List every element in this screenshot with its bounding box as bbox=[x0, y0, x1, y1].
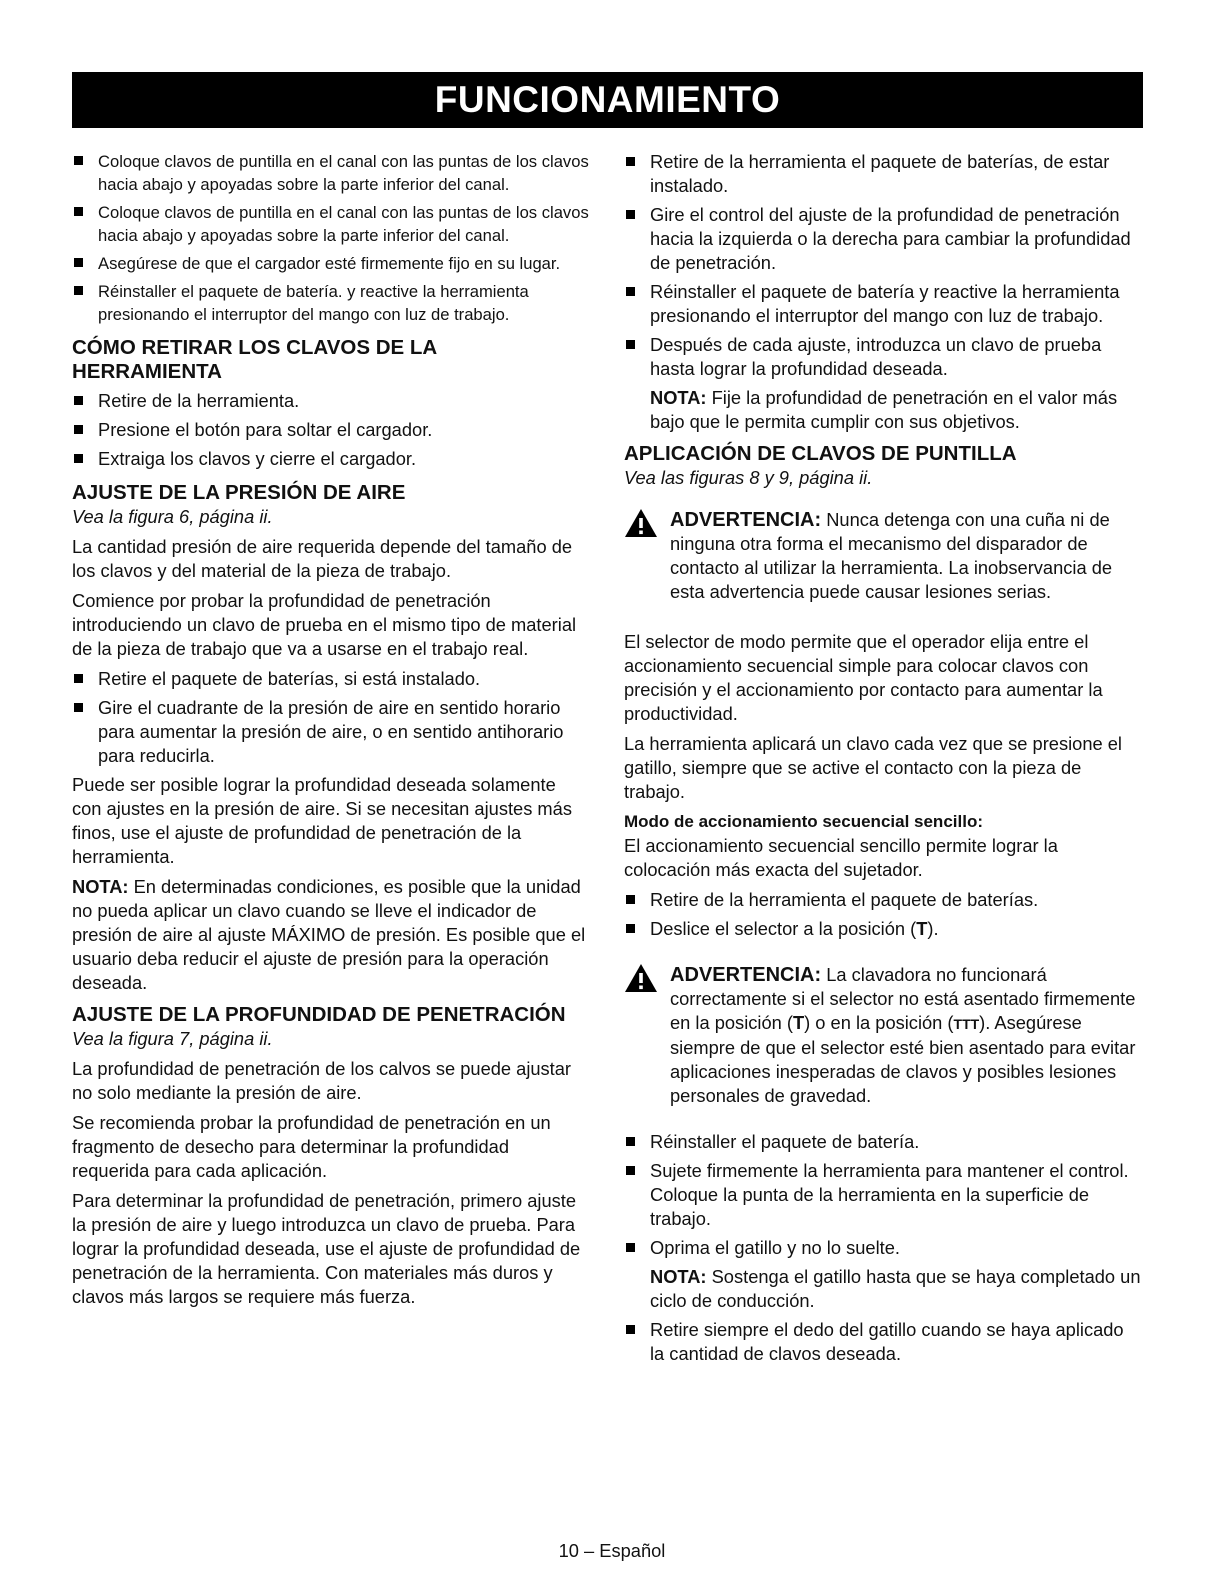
list-item: Retire el paquete de baterías, si está instalado. bbox=[72, 667, 590, 691]
warning-triangle-icon bbox=[624, 963, 658, 993]
paragraph: La profundidad de penetración de los calvos se puede ajustar no solo mediante la presión de aire. bbox=[72, 1058, 572, 1103]
warning-block bbox=[624, 508, 1142, 604]
mode-subheading: Modo de accionamiento secuencial sencillo: bbox=[624, 812, 983, 831]
warning-body: ). Asegúrese siempre de que el selector esté bien asentado para evitar aplicaciones inesperadas de clavos y posibles lesiones personales de gravedad. bbox=[670, 1012, 1136, 1106]
depth-bullet-list bbox=[624, 150, 1142, 381]
list-item: Réinstaller el paquete de batería y reactive la herramienta presionando el interruptor del mango con luz de trabajo. bbox=[624, 280, 1142, 328]
list-item: Extraiga los clavos y cierre el cargador. bbox=[72, 447, 590, 471]
warning-label: ADVERTENCIA: bbox=[670, 964, 822, 986]
note-text: Fije la profundidad de penetración en el valor más bajo que le permita cumplir con sus objetivos. bbox=[650, 387, 1118, 432]
selector-symbol-single: T bbox=[916, 918, 928, 939]
list-item: Gire el cuadrante de la presión de aire en sentido horario para aumentar la presión de aire, o en sentido antihorario para reducirla. bbox=[72, 696, 590, 768]
figure-reference: Vea la figura 7, página ii. bbox=[72, 1028, 273, 1049]
note bbox=[72, 875, 590, 995]
list-item-text: Deslice el selector a la posición ( bbox=[650, 918, 917, 939]
right-column bbox=[624, 150, 1142, 1371]
note-label: NOTA: bbox=[72, 876, 129, 897]
paragraph: El selector de modo permite que el operador elija entre el accionamiento secuencial simple para colocar clavos con precisión y el accionamiento por contacto para aumentar la productividad. bbox=[624, 631, 1103, 724]
note bbox=[624, 1265, 1142, 1313]
note-label: NOTA: bbox=[650, 387, 707, 408]
page-footer: 10 – Español bbox=[558, 1540, 666, 1561]
left-column bbox=[72, 150, 590, 1315]
presion-bullet-list bbox=[72, 667, 590, 768]
list-item: Coloque clavos de puntilla en el canal con las puntas de los clavos hacia abajo y apoyadas sobre la parte inferior del canal. bbox=[72, 150, 590, 196]
list-item: Sujete firmemente la herramienta para mantener el control. Coloque la punta de la herramienta en la superficie de trabajo. bbox=[624, 1159, 1142, 1231]
warning-body: Nunca detenga con una cuña ni de ninguna otra forma el mecanismo del disparador de contacto al utilizar la herramienta. La inobservancia de esta advertencia puede causar lesiones serias. bbox=[670, 509, 1113, 602]
list-item: Retire de la herramienta. bbox=[72, 389, 590, 413]
list-item bbox=[624, 917, 1142, 941]
warning-block bbox=[624, 963, 1142, 1108]
heading-aplicacion: APLICACIÓN DE CLAVOS DE PUNTILLA bbox=[624, 442, 1017, 465]
list-item-text: ). bbox=[927, 918, 939, 939]
list-item: Coloque clavos de puntilla en el canal con las puntas de los clavos hacia abajo y apoyadas sobre la parte inferior del canal. bbox=[72, 201, 590, 247]
list-item: Réinstaller el paquete de batería. y reactive la herramienta presionando el interruptor del mango con luz de trabajo. bbox=[72, 280, 590, 326]
note-label: NOTA: bbox=[650, 1266, 707, 1287]
warning-label: ADVERTENCIA: bbox=[670, 509, 822, 531]
list-item: Presione el botón para soltar el cargador. bbox=[72, 418, 590, 442]
note-text: Sostenga el gatillo hasta que se haya completado un ciclo de conducción. bbox=[650, 1266, 1141, 1311]
list-item: Oprima el gatillo y no lo suelte. bbox=[624, 1236, 1142, 1260]
warning-triangle-icon bbox=[624, 508, 658, 538]
retirar-bullet-list bbox=[72, 389, 590, 471]
paragraph: El accionamiento secuencial sencillo permite lograr la colocación más exacta del sujetador. bbox=[624, 835, 1058, 880]
list-item: Retire de la herramienta el paquete de baterías. bbox=[624, 888, 1142, 912]
page-title: FUNCIONAMIENTO bbox=[434, 79, 781, 120]
paragraph: La herramienta aplicará un clavo cada vez que se presione el gatillo, siempre que se active el contacto con la pieza de trabajo. bbox=[624, 733, 1122, 802]
paragraph: Puede ser posible lograr la profundidad deseada solamente con ajustes en la presión de aire. Si se necesitan ajustes más finos, use el ajuste de profundidad de penetración de la herramienta. bbox=[72, 774, 572, 867]
warning-text bbox=[670, 963, 1142, 1108]
selector-symbol-triple: TTT bbox=[953, 1016, 980, 1032]
note bbox=[624, 386, 1142, 434]
list-item: Después de cada ajuste, introduzca un clavo de prueba hasta lograr la profundidad deseada. bbox=[624, 333, 1142, 381]
list-item: Gire el control del ajuste de la profundidad de penetración hacia la izquierda o la derecha para cambiar la profundidad de penetración. bbox=[624, 203, 1142, 275]
mode-bullet-list bbox=[624, 888, 1142, 941]
list-item: Réinstaller el paquete de batería. bbox=[624, 1130, 1142, 1154]
paragraph: Comience por probar la profundidad de penetración introduciendo un clavo de prueba en el mismo tipo de material de la pieza de trabajo que va a usarse en el trabajo real. bbox=[72, 590, 577, 659]
list-item: Retire de la herramienta el paquete de baterías, de estar instalado. bbox=[624, 150, 1142, 198]
paragraph: Se recomienda probar la profundidad de penetración en un fragmento de desecho para determinar la profundidad requerida para cada aplicación. bbox=[72, 1112, 551, 1181]
note-text: En determinadas condiciones, es posible que la unidad no pueda aplicar un clavo cuando se lleve el indicador de presión de aire al ajuste MÁXIMO de presión. Es posible que el usuario deba reducir el ajuste de presión para la operación deseada. bbox=[72, 876, 586, 993]
section-banner bbox=[72, 72, 1143, 128]
heading-retirar: CÓMO RETIRAR LOS CLAVOS DE LA HERRAMIENTA bbox=[72, 336, 437, 383]
figure-reference: Vea las figuras 8 y 9, página ii. bbox=[624, 467, 873, 488]
list-item: Asegúrese de que el cargador esté firmemente fijo en su lugar. bbox=[72, 252, 590, 275]
warning-body: ) o en la posición ( bbox=[804, 1012, 954, 1033]
heading-presion: AJUSTE DE LA PRESIÓN DE AIRE bbox=[72, 481, 406, 504]
final-bullet-list bbox=[624, 1130, 1142, 1260]
last-bullet-list bbox=[624, 1318, 1142, 1366]
warning-body: La clavadora no funcionará correctamente si el selector no está asentado firmemente en la posición ( bbox=[670, 964, 1136, 1033]
paragraph: La cantidad presión de aire requerida depende del tamaño de los clavos y del material de la pieza de trabajo. bbox=[72, 536, 573, 581]
paragraph: Para determinar la profundidad de penetración, primero ajuste la presión de aire y luego introduzca un clavo de prueba. Para lograr la profundidad deseada, use el ajuste de profundidad de penetración de la herramienta. Con materiales más duros y clavos más largos se requiere más fuerza. bbox=[72, 1190, 581, 1307]
warning-text bbox=[670, 508, 1142, 604]
intro-bullet-list bbox=[72, 150, 590, 326]
heading-profundidad: AJUSTE DE LA PROFUNDIDAD DE PENETRACIÓN bbox=[72, 1003, 566, 1026]
list-item: Retire siempre el dedo del gatillo cuando se haya aplicado la cantidad de clavos deseada. bbox=[624, 1318, 1142, 1366]
figure-reference: Vea la figura 6, página ii. bbox=[72, 506, 273, 527]
selector-symbol-single: T bbox=[792, 1012, 805, 1033]
